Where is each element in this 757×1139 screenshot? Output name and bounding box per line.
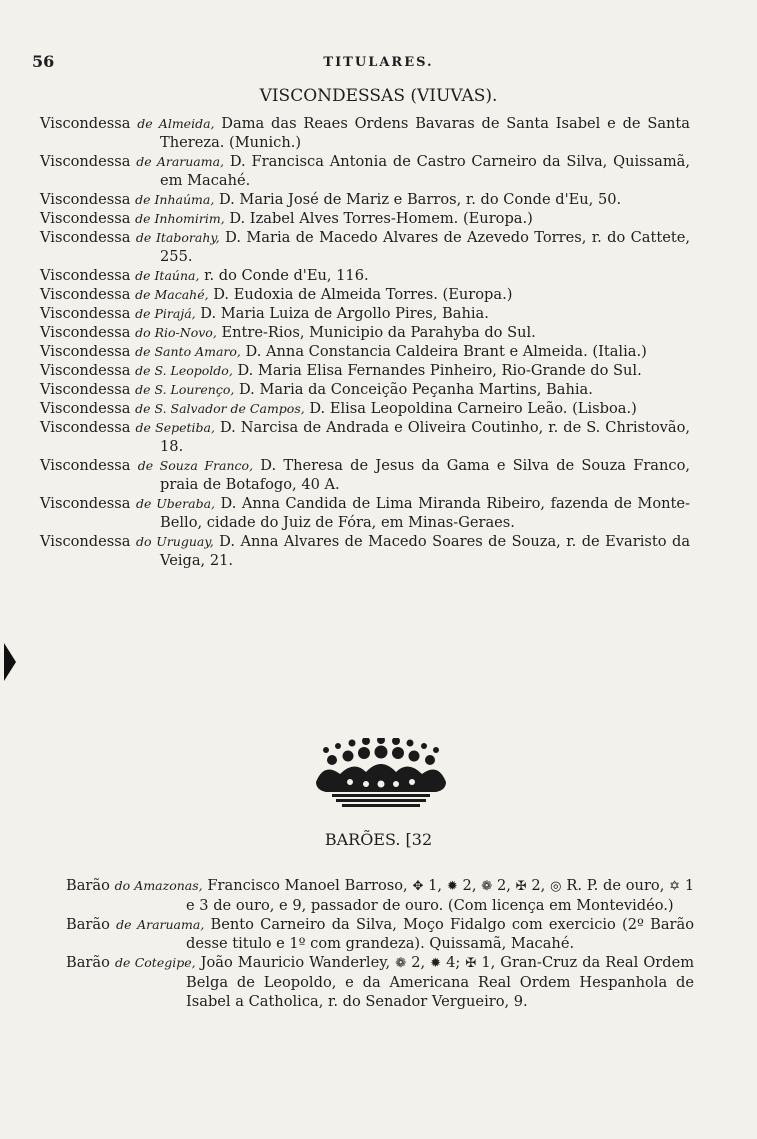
rank: Viscondessa — [40, 495, 131, 512]
rank: Viscondessa — [40, 210, 131, 227]
title-name: do Uruguay, — [135, 534, 214, 549]
title-name: de Cotegipe, — [114, 955, 196, 970]
viscondessas-heading: VISCONDESSAS (VIUVAS). — [259, 86, 498, 106]
entry-text: D. Anna Constancia Caldeira Brant e Almeida. (Italia.) — [245, 343, 647, 360]
list-item — [40, 532, 690, 570]
entry-text: João Mauricio Wanderley, — [200, 954, 391, 971]
rank: Viscondessa — [40, 286, 131, 303]
entry-text: 2, — [531, 877, 546, 894]
rank: Viscondessa — [40, 533, 131, 550]
title-name: de S. Salvador de Campos, — [135, 401, 305, 416]
title-name: de Inhomirim, — [135, 211, 225, 226]
running-title: TITULARES. — [323, 55, 434, 70]
title-name: de Uberaba, — [135, 496, 216, 511]
list-item — [40, 152, 690, 190]
list-item — [66, 953, 694, 1011]
title-name: de Souza Franco, — [137, 458, 254, 473]
crown-ornament-icon — [310, 738, 452, 810]
rank: Viscondessa — [40, 400, 131, 417]
entry-text: 1, Gran-Cruz da Real Ordem Belga de Leopoldo, e da Americana Real Ordem Hespanhola de Isabel a Catholica, r. do Senador Vergueiro, 9. — [186, 954, 695, 1010]
title-name: do Amazonas, — [114, 878, 203, 893]
rank: Viscondessa — [40, 191, 131, 208]
rank: Viscondessa — [40, 419, 131, 436]
star-icon: ✡ — [669, 879, 681, 894]
rank: Barão — [66, 916, 110, 933]
entry-text: r. do Conde d'Eu, 116. — [204, 267, 369, 284]
entry-text: D. Narcisa de Andrada e Oliveira Coutinho, r. de S. Christovão, 18. — [160, 419, 691, 455]
entry-text: 2, — [496, 877, 511, 894]
list-item — [40, 456, 690, 494]
title-name: de Pirajá, — [135, 306, 196, 321]
page-number: 56 — [32, 52, 55, 71]
rank: Viscondessa — [40, 381, 131, 398]
baroes-list — [66, 876, 694, 1011]
title-name: de Araruama, — [136, 154, 225, 169]
title-name: de Inhaúma, — [135, 192, 215, 207]
list-item — [40, 418, 690, 456]
list-item — [40, 494, 690, 532]
rank: Viscondessa — [40, 362, 131, 379]
title-name: de Macahé, — [135, 287, 209, 302]
list-item — [40, 266, 690, 285]
list-item — [40, 209, 690, 228]
list-item — [40, 285, 690, 304]
entry-text: D. Theresa de Jesus da Gama e Silva de Souza Franco, praia de Botafogo, 40 A. — [160, 457, 690, 493]
rank: Barão — [66, 954, 110, 971]
list-item — [40, 114, 690, 152]
maltese-cross-icon: ✠ — [515, 879, 527, 894]
title-name: de Itaúna, — [135, 268, 200, 283]
title-name: de S. Lourenço, — [135, 382, 235, 397]
title-name: de Sepetiba, — [135, 420, 215, 435]
page-edge-mark — [2, 641, 18, 683]
list-item — [40, 304, 690, 323]
entry-text: D. Maria da Conceição Peçanha Martins, Bahia. — [239, 381, 593, 398]
list-item — [40, 380, 690, 399]
baroes-heading: BARÕES. [32 — [324, 830, 433, 849]
list-item — [40, 361, 690, 380]
entry-text: D. Anna Candida de Lima Miranda Ribeiro, fazenda de Monte-Bello, cidade do Juiz de Fóra, em Minas-Geraes. — [160, 495, 690, 531]
entry-text: 1, — [428, 877, 443, 894]
entry-text: D. Anna Alvares de Macedo Soares de Souza, r. de Evaristo da Veiga, 21. — [160, 533, 691, 569]
rank: Barão — [66, 877, 110, 894]
entry-text: Francisco Manoel Barroso, — [207, 877, 408, 894]
entry-text: D. Francisca Antonia de Castro Carneiro da Silva, Quissamã, em Macahé. — [160, 153, 691, 189]
entry-text: Entre-Rios, Municipio da Parahyba do Sul. — [221, 324, 536, 341]
rosette-icon: ❁ — [481, 879, 493, 894]
entry-text: 2, — [462, 877, 477, 894]
viscondessas-list — [40, 114, 690, 570]
ring-medal-icon: ◎ — [550, 879, 562, 894]
entry-text: 4; — [446, 954, 461, 971]
medal-icon: ✹ — [430, 956, 442, 971]
rank: Viscondessa — [40, 305, 131, 322]
list-item — [40, 342, 690, 361]
title-name: de S. Leopoldo, — [135, 363, 233, 378]
rank: Viscondessa — [40, 343, 131, 360]
entry-text: D. Maria José de Mariz e Barros, r. do Conde d'Eu, 50. — [218, 191, 622, 208]
list-item — [40, 190, 690, 209]
entry-text: 2, — [411, 954, 426, 971]
order-cross-icon: ✥ — [412, 879, 424, 894]
entry-text: D. Izabel Alves Torres-Homem. (Europa.) — [229, 210, 533, 227]
entry-text: R. P. de ouro, — [566, 877, 665, 894]
title-name: de Almeida, — [137, 116, 215, 131]
rank: Viscondessa — [40, 457, 131, 474]
entry-text: D. Eudoxia de Almeida Torres. (Europa.) — [213, 286, 513, 303]
list-item — [66, 876, 694, 915]
rosette-icon: ❁ — [395, 956, 407, 971]
rank: Viscondessa — [40, 324, 131, 341]
medal-icon: ✹ — [446, 879, 458, 894]
title-name: do Rio-Novo, — [135, 325, 217, 340]
entry-text: 1 e 3 de ouro, e 9, passador de ouro. (Com licença em Montevidéo.) — [186, 877, 695, 914]
entry-text: D. Maria Elisa Fernandes Pinheiro, Rio-Grande do Sul. — [237, 362, 642, 379]
rank: Viscondessa — [40, 229, 131, 246]
entry-text: Bento Carneiro da Silva, Moço Fidalgo com exercicio (2º Barão desse titulo e 1º com grandeza). Quissamã, Macahé. — [186, 916, 695, 952]
list-item — [66, 915, 694, 953]
title-name: de Santo Amaro, — [135, 344, 241, 359]
list-item — [40, 399, 690, 418]
entry-text: Dama das Reaes Ordens Bavaras de Santa Isabel e de Santa Thereza. (Munich.) — [160, 115, 690, 151]
rank: Viscondessa — [40, 267, 131, 284]
list-item — [40, 323, 690, 342]
entry-text: D. Elisa Leopoldina Carneiro Leão. (Lisboa.) — [309, 400, 637, 417]
rank: Viscondessa — [40, 153, 131, 170]
title-name: de Araruama, — [116, 917, 205, 932]
list-item — [40, 228, 690, 266]
maltese-cross-icon: ✠ — [465, 956, 477, 971]
entry-text: D. Maria Luiza de Argollo Pires, Bahia. — [200, 305, 489, 322]
entry-text: D. Maria de Macedo Alvares de Azevedo Torres, r. do Cattete, 255. — [160, 229, 691, 265]
rank: Viscondessa — [40, 115, 131, 132]
title-name: de Itaborahy, — [135, 230, 220, 245]
